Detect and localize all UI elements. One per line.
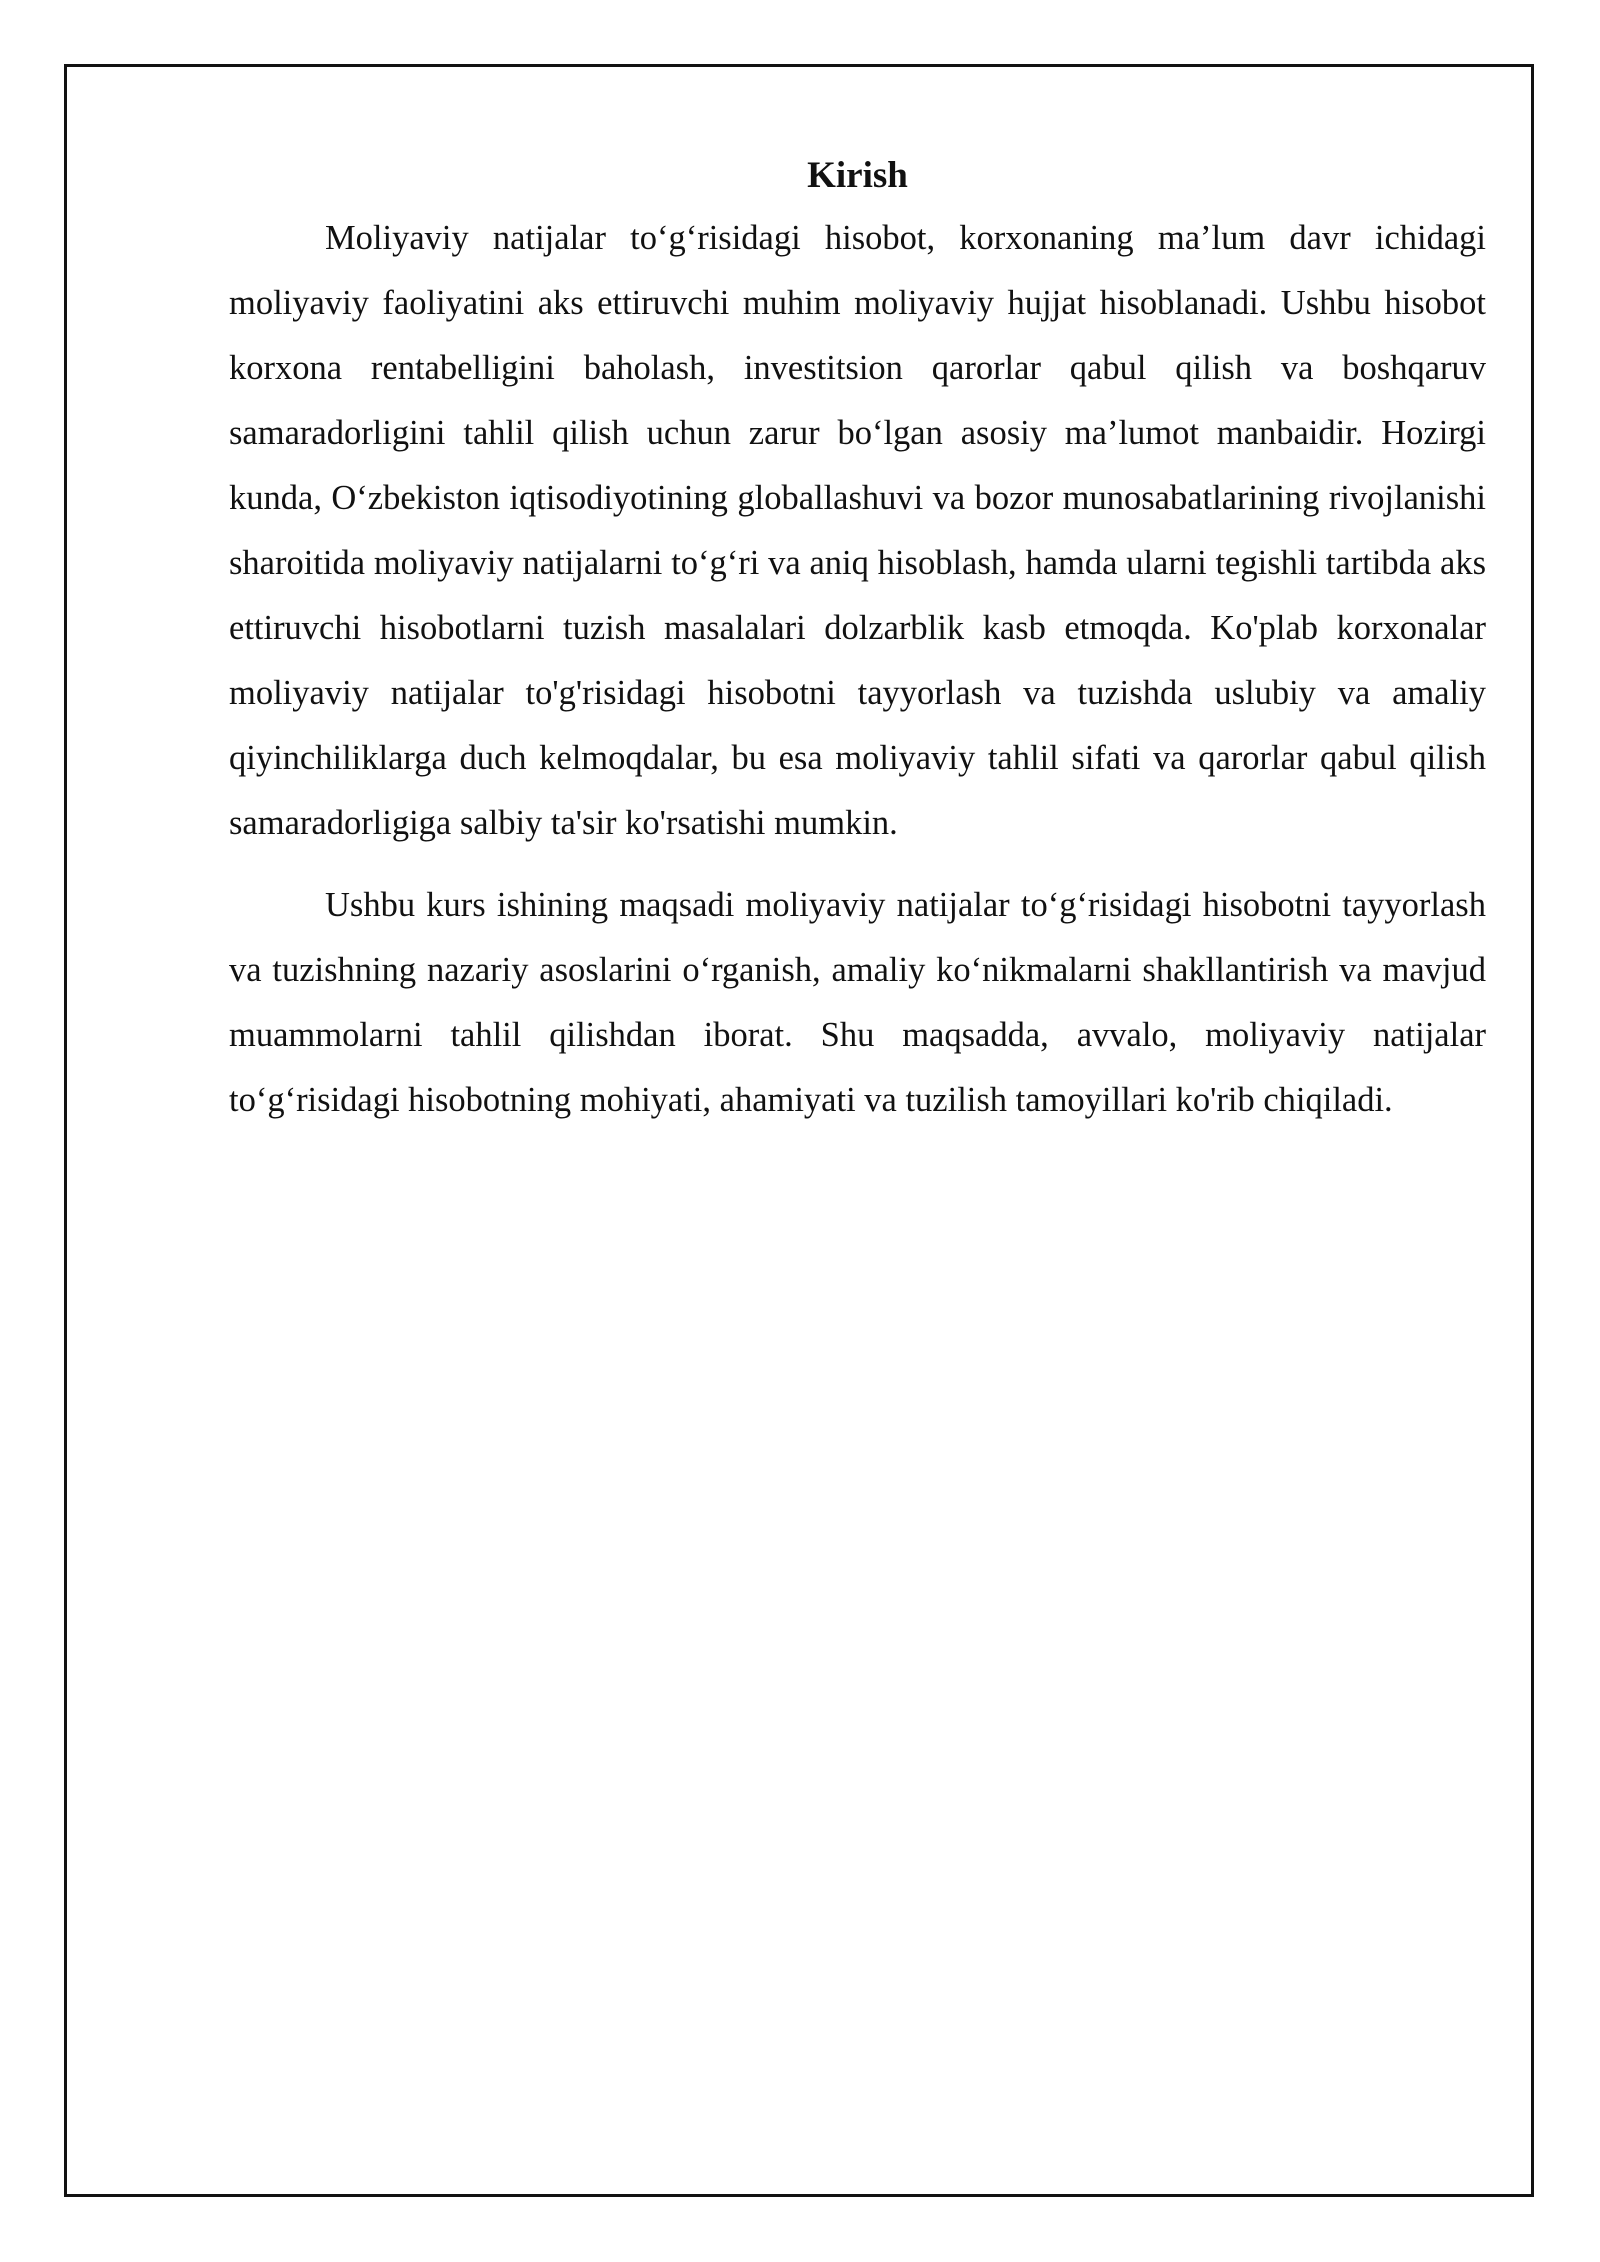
page-title: Kirish xyxy=(807,155,908,196)
paragraph-objective: Ushbu kurs ishining maqsadi moliyaviy natijalar to‘g‘risidagi hisobotni tayyorlash va tuzishning nazariy asoslarini o‘rganish, amaliy ko‘nikmalarni shakllantirish va mavjud muammolarni tahlil qilishdan iborat. Shu maqsadda, avvalo, moliyaviy natijalar to‘g‘risidagi hisobotning mohiyati, ahamiyati va tuzilish tamoyillari ko'rib chiqiladi. xyxy=(229,886,1486,1119)
document-body xyxy=(229,150,1486,1150)
paragraph-introduction: Moliyaviy natijalar to‘g‘risidagi hisobot, korxonaning ma’lum davr ichidagi moliyaviy faoliyatini aks ettiruvchi muhim moliyaviy hujjat hisoblanadi. Ushbu hisobot korxona rentabelligini baholash, investitsion qarorlar qabul qilish va boshqaruv samaradorligini tahlil qilish uchun zarur bo‘lgan asosiy ma’lumot manbaidir. Hozirgi kunda, O‘zbekiston iqtisodiyotining globallashuvi va bozor munosabatlarining rivojlanishi sharoitida moliyaviy natijalarni to‘g‘ri va aniq hisoblash, hamda ularni tegishli tartibda aks ettiruvchi hisobotlarni tuzish masalalari dolzarblik kasb etmoqda. Ko'plab korxonalar moliyaviy natijalar to'g'risidagi hisobotni tayyorlash va tuzishda uslubiy va amaliy qiyinchiliklarga duch kelmoqdalar, bu esa moliyaviy tahlil sifati va qarorlar qabul qilish samaradorligiga salbiy ta'sir ko'rsatishi mumkin. xyxy=(229,219,1486,842)
